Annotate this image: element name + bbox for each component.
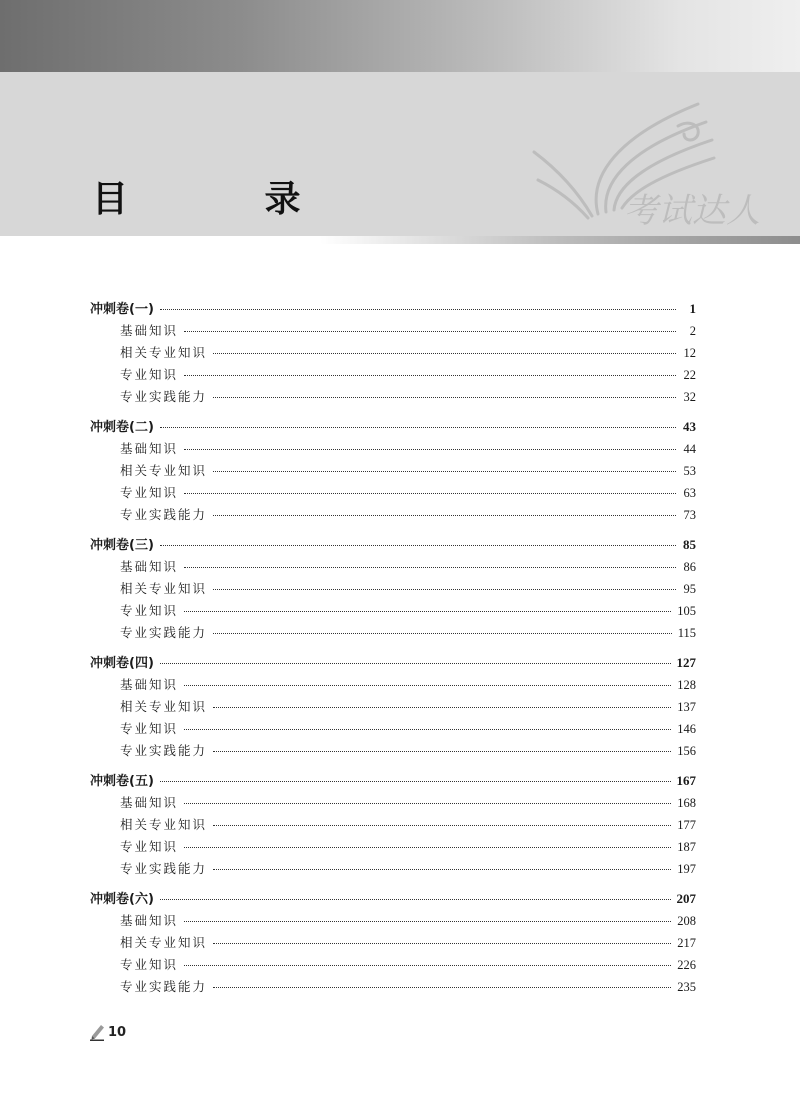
- dot-leader: [160, 308, 676, 310]
- toc-sub-entry[interactable]: [90, 932, 696, 954]
- toc-entry-label: 冲刺卷(二): [90, 420, 154, 435]
- toc-section-heading[interactable]: [90, 888, 696, 910]
- toc-entry-page: 32: [683, 390, 696, 404]
- toc-entry-page: 137: [677, 700, 696, 714]
- dot-leader: [213, 588, 676, 590]
- toc-entry-label: 专业知识: [120, 721, 179, 736]
- brand-logo: [528, 96, 768, 234]
- toc-entry-label: 专业知识: [120, 603, 179, 618]
- toc-sub-entry[interactable]: [90, 482, 696, 504]
- dot-leader: [213, 632, 672, 634]
- toc-entry-page: 226: [677, 958, 696, 972]
- toc-entry-page: 177: [677, 818, 696, 832]
- toc-entry-page: 167: [676, 773, 696, 788]
- toc-entry-label: 基础知识: [120, 559, 179, 574]
- dot-leader: [184, 802, 671, 804]
- toc-sub-entry[interactable]: [90, 504, 696, 526]
- toc-sub-entry[interactable]: [90, 386, 696, 408]
- dot-leader: [184, 684, 671, 686]
- wing-icon: [528, 96, 768, 234]
- dot-leader: [184, 330, 676, 332]
- dot-leader: [160, 898, 671, 900]
- toc-sub-entry[interactable]: [90, 792, 696, 814]
- toc-entry-page: 73: [683, 508, 696, 522]
- dot-leader: [184, 492, 676, 494]
- dot-leader: [184, 610, 671, 612]
- toc-entry-label: 基础知识: [120, 913, 179, 928]
- toc-entry-page: 207: [676, 891, 696, 906]
- toc-entry-label: 基础知识: [120, 677, 179, 692]
- toc-sub-entry[interactable]: [90, 622, 696, 644]
- dot-leader: [213, 942, 671, 944]
- toc-sub-entry[interactable]: [90, 696, 696, 718]
- toc-entry-label: 基础知识: [120, 795, 179, 810]
- dot-leader: [184, 374, 676, 376]
- toc-entry-label: 专业实践能力: [120, 861, 208, 876]
- toc-entry-label: 专业实践能力: [120, 389, 208, 404]
- dot-leader: [160, 780, 671, 782]
- toc-section: [90, 534, 696, 644]
- toc-entry-label: 专业实践能力: [120, 507, 208, 522]
- toc-sub-entry[interactable]: [90, 460, 696, 482]
- toc-entry-page: 85: [683, 537, 696, 552]
- toc-entry-page: 53: [683, 464, 696, 478]
- toc-entry-page: 44: [683, 442, 696, 456]
- table-of-contents: [90, 298, 696, 1006]
- dot-leader: [213, 986, 671, 988]
- toc-entry-page: 156: [677, 744, 696, 758]
- toc-section-heading[interactable]: [90, 534, 696, 556]
- toc-sub-entry[interactable]: [90, 320, 696, 342]
- toc-entry-label: 基础知识: [120, 441, 179, 456]
- toc-entry-label: 专业知识: [120, 485, 179, 500]
- toc-entry-page: 217: [677, 936, 696, 950]
- toc-entry-label: 相关专业知识: [120, 463, 208, 478]
- page-number: 10: [108, 1024, 127, 1040]
- header-bottom-bar: [0, 236, 800, 244]
- dot-leader: [184, 448, 676, 450]
- toc-entry-page: 12: [683, 346, 696, 360]
- toc-entry-page: 105: [677, 604, 696, 618]
- toc-entry-label: 专业知识: [120, 367, 179, 382]
- dot-leader: [213, 868, 671, 870]
- dot-leader: [213, 514, 676, 516]
- toc-entry-label: 专业知识: [120, 957, 179, 972]
- toc-entry-page: 2: [689, 324, 696, 338]
- toc-section-heading[interactable]: [90, 770, 696, 792]
- dot-leader: [184, 566, 676, 568]
- toc-section: [90, 416, 696, 526]
- toc-entry-page: 168: [677, 796, 696, 810]
- toc-sub-entry[interactable]: [90, 674, 696, 696]
- toc-sub-entry[interactable]: [90, 556, 696, 578]
- toc-entry-label: 冲刺卷(四): [90, 656, 154, 671]
- dot-leader: [184, 920, 671, 922]
- dot-leader: [213, 824, 671, 826]
- dot-leader: [160, 662, 671, 664]
- toc-sub-entry[interactable]: [90, 600, 696, 622]
- toc-entry-page: 43: [683, 419, 696, 434]
- toc-entry-label: 冲刺卷(一): [90, 302, 154, 317]
- toc-entry-label: 冲刺卷(五): [90, 774, 154, 789]
- toc-sub-entry[interactable]: [90, 954, 696, 976]
- footer: [90, 1022, 126, 1042]
- toc-entry-page: 95: [683, 582, 696, 596]
- toc-entry-page: 128: [677, 678, 696, 692]
- toc-entry-page: 187: [677, 840, 696, 854]
- logo-text: 考试达人: [624, 191, 760, 231]
- toc-sub-entry[interactable]: [90, 740, 696, 762]
- toc-entry-page: 208: [677, 914, 696, 928]
- toc-entry-label: 专业实践能力: [120, 979, 208, 994]
- dot-leader: [184, 964, 671, 966]
- dot-leader: [213, 706, 671, 708]
- toc-sub-entry[interactable]: [90, 438, 696, 460]
- toc-section-heading[interactable]: [90, 298, 696, 320]
- toc-entry-page: 22: [683, 368, 696, 382]
- toc-entry-label: 冲刺卷(六): [90, 892, 154, 907]
- toc-entry-label: 基础知识: [120, 323, 179, 338]
- toc-entry-page: 1: [689, 301, 696, 316]
- toc-entry-label: 相关专业知识: [120, 345, 208, 360]
- toc-entry-label: 专业实践能力: [120, 625, 208, 640]
- dot-leader: [160, 426, 676, 428]
- toc-entry-label: 相关专业知识: [120, 699, 208, 714]
- toc-entry-page: 235: [677, 980, 696, 994]
- toc-section: [90, 298, 696, 408]
- dot-leader: [160, 544, 676, 546]
- toc-sub-entry[interactable]: [90, 718, 696, 740]
- toc-entry-page: 127: [676, 655, 696, 670]
- top-gradient-band: [0, 0, 800, 72]
- page-title: 目 录: [92, 179, 363, 220]
- dot-leader: [213, 396, 676, 398]
- toc-entry-label: 专业知识: [120, 839, 179, 854]
- toc-entry-page: 63: [683, 486, 696, 500]
- toc-entry-label: 冲刺卷(三): [90, 538, 154, 553]
- toc-section-heading[interactable]: [90, 416, 696, 438]
- toc-sub-entry[interactable]: [90, 836, 696, 858]
- toc-sub-entry[interactable]: [90, 858, 696, 880]
- toc-sub-entry[interactable]: [90, 578, 696, 600]
- dot-leader: [213, 750, 671, 752]
- toc-entry-label: 相关专业知识: [120, 581, 208, 596]
- toc-entry-label: 专业实践能力: [120, 743, 208, 758]
- toc-section: [90, 888, 696, 998]
- toc-entry-page: 86: [683, 560, 696, 574]
- toc-section-heading[interactable]: [90, 652, 696, 674]
- toc-entry-page: 197: [677, 862, 696, 876]
- toc-entry-label: 相关专业知识: [120, 935, 208, 950]
- toc-entry-label: 相关专业知识: [120, 817, 208, 832]
- dot-leader: [184, 728, 671, 730]
- toc-sub-entry[interactable]: [90, 814, 696, 836]
- toc-entry-page: 146: [677, 722, 696, 736]
- dot-leader: [184, 846, 671, 848]
- dot-leader: [213, 470, 676, 472]
- toc-section: [90, 652, 696, 762]
- toc-sub-entry[interactable]: [90, 976, 696, 998]
- toc-sub-entry[interactable]: [90, 910, 696, 932]
- dot-leader: [213, 352, 676, 354]
- pencil-icon: [90, 1023, 106, 1041]
- toc-entry-page: 115: [677, 626, 696, 640]
- toc-section: [90, 770, 696, 880]
- toc-sub-entry[interactable]: [90, 364, 696, 386]
- toc-sub-entry[interactable]: [90, 342, 696, 364]
